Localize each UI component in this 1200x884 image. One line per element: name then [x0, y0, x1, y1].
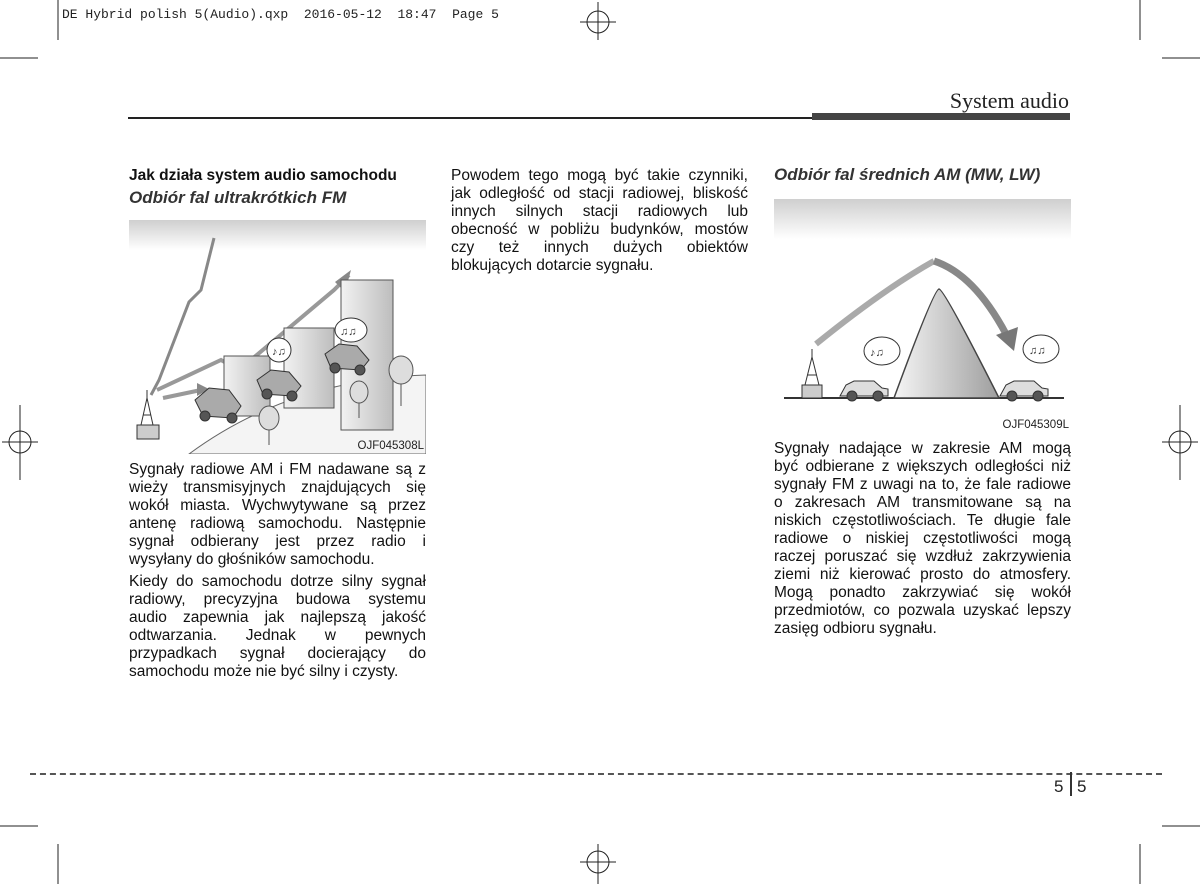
- sound-bubble-icon: [267, 338, 291, 362]
- svg-text:♪♫: ♪♫: [272, 346, 286, 358]
- radio-tower-icon: [137, 390, 159, 439]
- body-paragraph: Sygnały radiowe AM i FM nadawane są z wieży transmisyjnych znajdujących się wokół miasta. Wychwytywane są przez antenę radiową samochodu. Następnie sygnał odbierany jest przez radio i wysyłany do głośników samochodu.: [129, 461, 426, 568]
- print-slug: DE Hybrid polish 5(Audio).qxp 2016-05-12 18:47 Page 5: [62, 7, 499, 22]
- header-rule-accent: [812, 113, 1070, 120]
- page-number: 5: [1077, 777, 1087, 796]
- am-subheading: Odbiór fal średnich AM (MW, LW): [774, 165, 1041, 184]
- am-illustration: [774, 199, 1071, 433]
- left-column: [129, 167, 426, 207]
- right-column: [774, 166, 1071, 184]
- svg-text:♫♫: ♫♫: [340, 326, 357, 338]
- fm-illustration: [129, 220, 426, 454]
- am-reception-figure: [774, 199, 1071, 433]
- sound-bubble-icon: [1023, 335, 1059, 363]
- right-body: [774, 440, 1071, 642]
- body-paragraph: Sygnały nadające w zakresie AM mogą być odbierane z większych odległości niż sygnały FM z uwagi na to, że fale radiowe o zakresach AM transmitowane są na niskich częstotliwościach. Te długie fale radiowe o niskiej częstotliwości mogą raczej poruszać się wzdłuż zakrzywienia ziemi niż kierować prosto do atmosfery. Mogą ponadto zakrzywiać się wokół przedmiotów, co pozwala uzyskać lepszy zasięg odbioru sygnału.: [774, 440, 1071, 637]
- chapter-number: 5: [1054, 777, 1064, 796]
- svg-text:♫♫: ♫♫: [1029, 345, 1046, 357]
- sound-bubble-icon: [864, 337, 900, 365]
- header-rule: [128, 117, 818, 119]
- section-heading: Jak działa system audio samochodu: [129, 167, 397, 184]
- left-body: [129, 461, 426, 685]
- body-paragraph: Kiedy do samochodu dotrze silny sygnał radiowy, precyzyjna budowa systemu audio zapewnia jak najlepszą jakość odtwarzania. Jednak w pewnych przypadkach sygnał docierający do samochodu może nie być silny i czysty.: [129, 573, 426, 680]
- fm-subheading: Odbiór fal ultrakrótkich FM: [129, 188, 347, 207]
- section-title: System audio: [949, 88, 1069, 113]
- svg-text:♪♫: ♪♫: [870, 347, 884, 359]
- page-number-separator: [1070, 772, 1072, 796]
- radio-tower-icon: [802, 349, 822, 398]
- sound-bubble-icon: [335, 318, 367, 342]
- fm-figure-code: OJF045308L: [357, 440, 424, 452]
- body-paragraph: Powodem tego mogą być takie czynniki, jak odległość od stacji radiowej, bliskość innych silnych stacji radiowych lub obecność w pobliżu budynków, mostów czy też innych dużych obiektów blokujących dotarcie sygnału.: [451, 167, 748, 274]
- middle-column: [451, 167, 748, 279]
- footer-rule: [30, 773, 1162, 775]
- am-figure-code: OJF045309L: [1002, 419, 1069, 431]
- mountain: [894, 289, 999, 398]
- fm-reception-figure: [129, 220, 426, 454]
